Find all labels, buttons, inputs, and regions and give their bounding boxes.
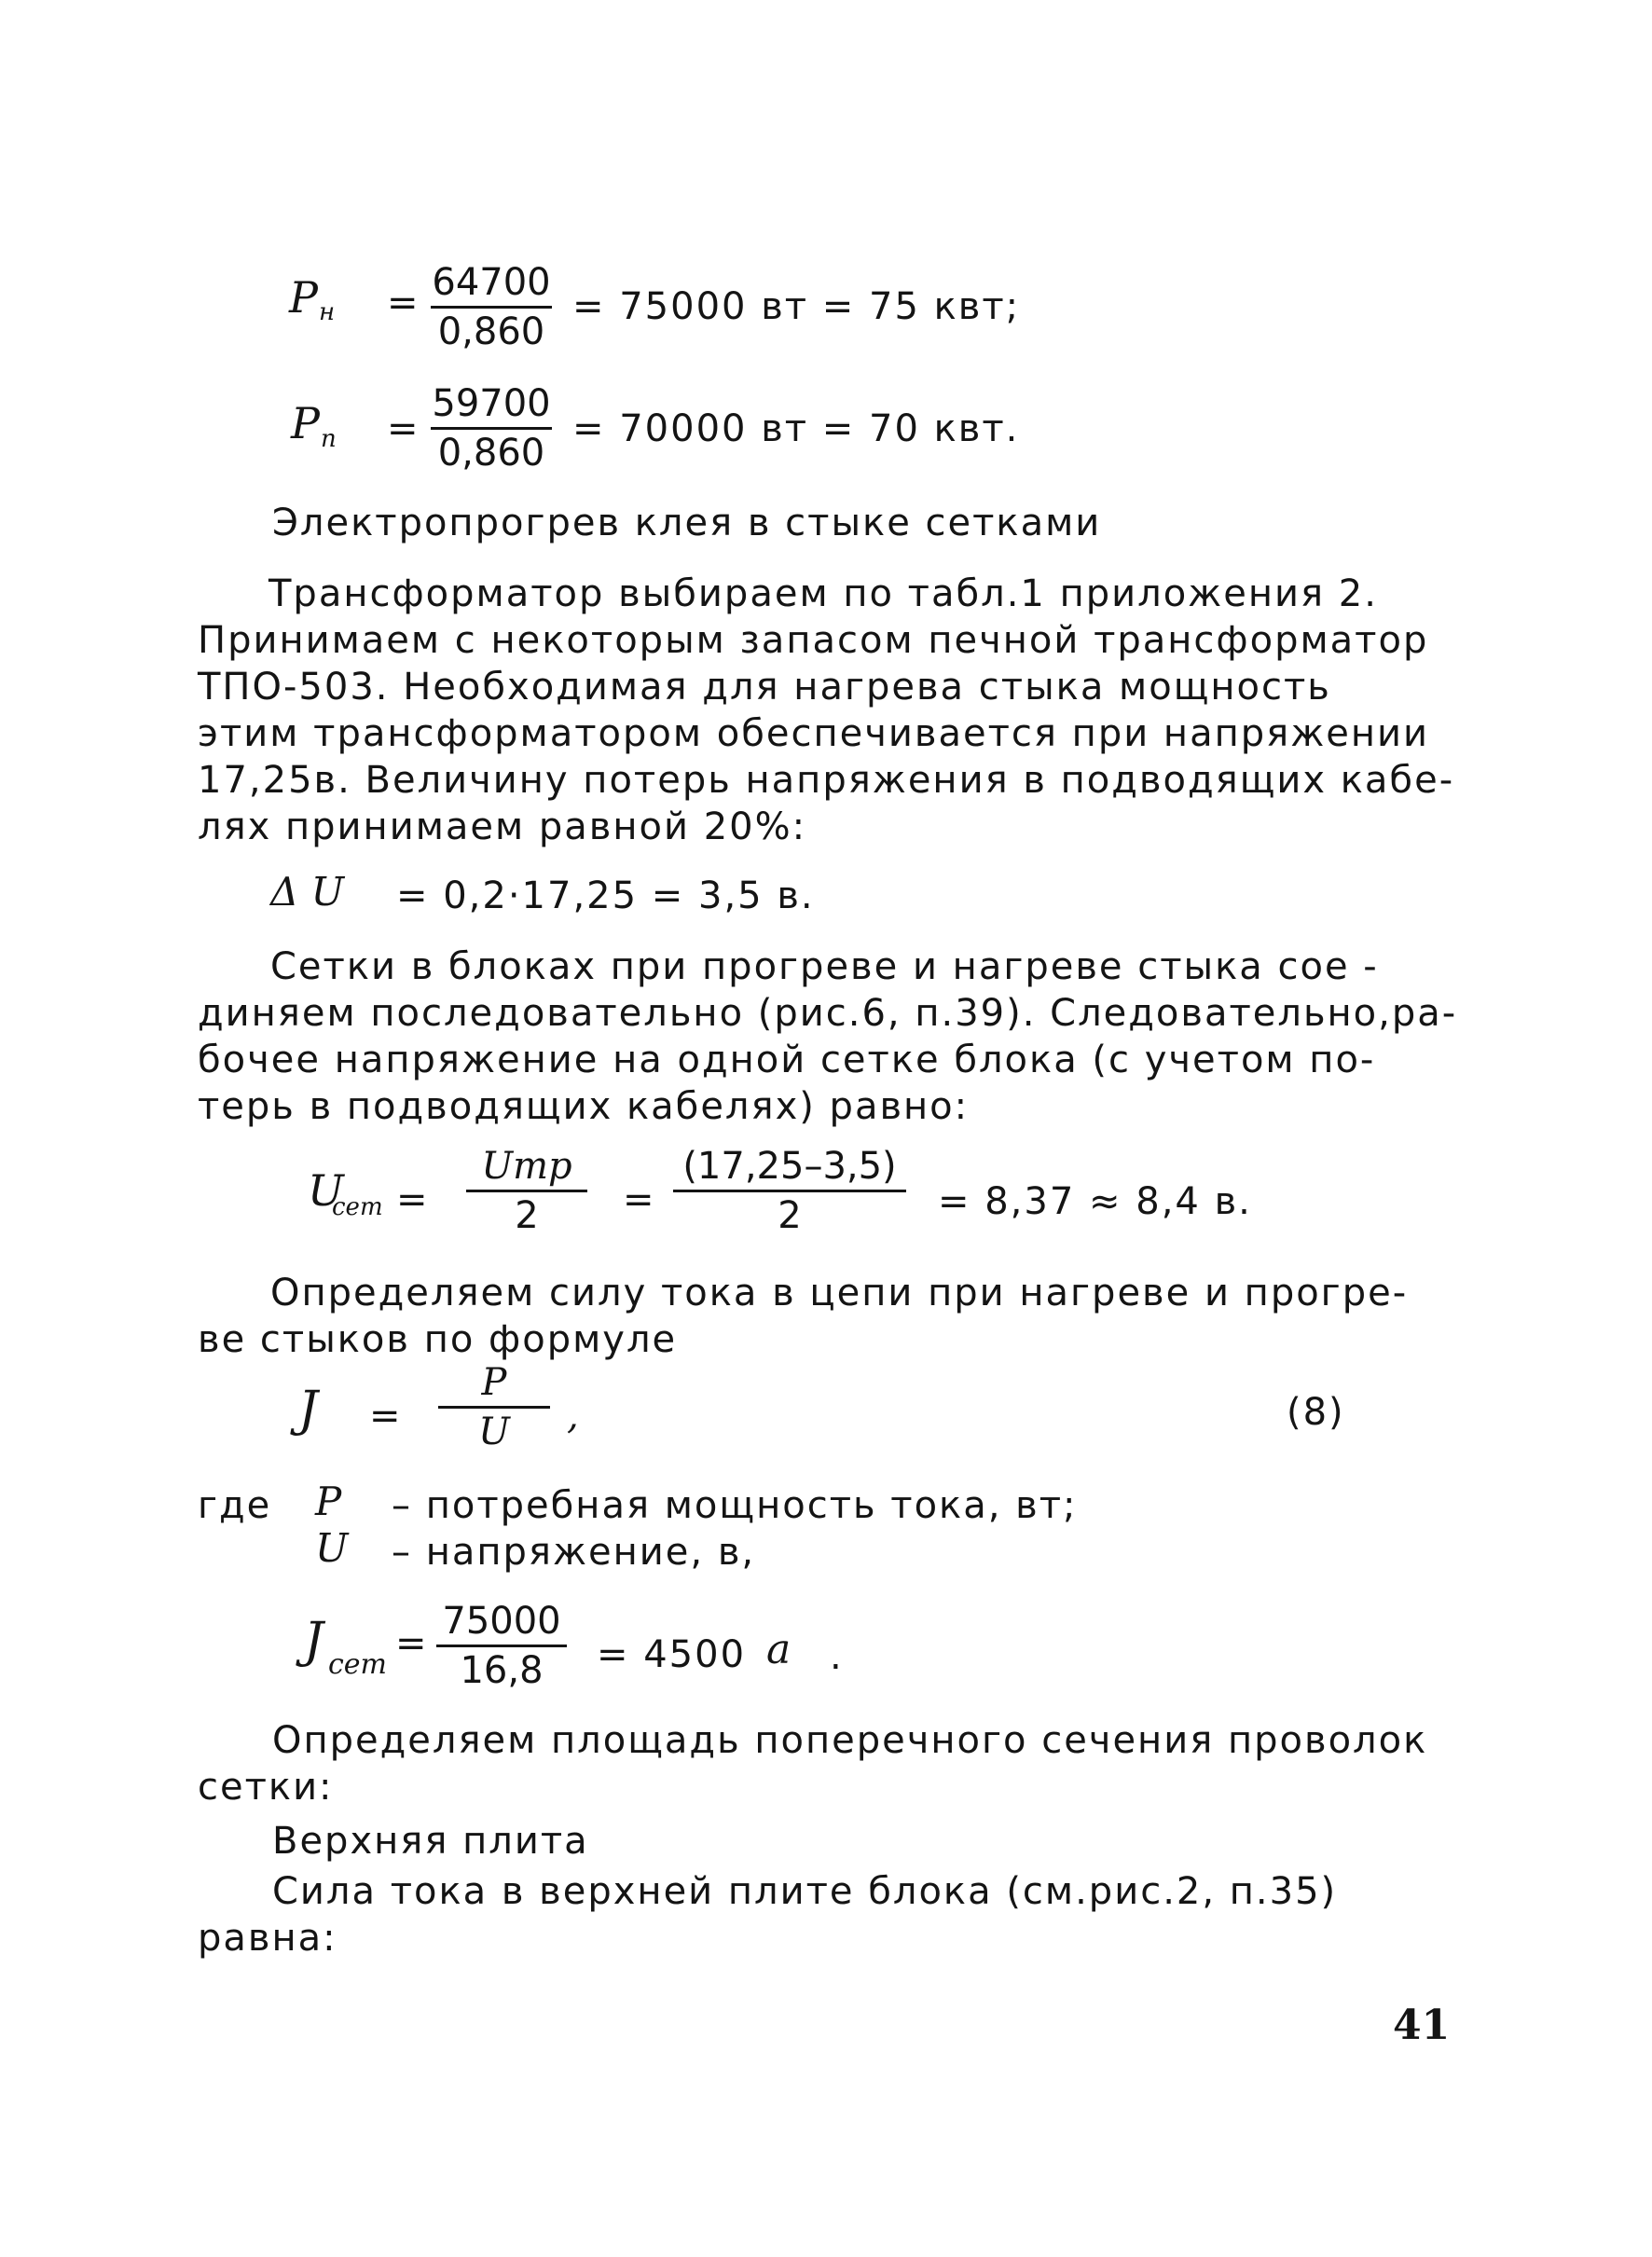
paragraph-line: Определяем силу тока в цепи при нагреве и прогре-: [270, 1272, 1409, 1314]
equals: =: [395, 1622, 429, 1665]
denominator: 16,8: [460, 1649, 544, 1692]
fraction: [431, 261, 552, 353]
paragraph-line: Определяем площадь поперечного сечения проволок: [272, 1719, 1428, 1762]
numerator: 59700: [432, 382, 551, 425]
subscript: сет: [332, 1193, 383, 1221]
equation-number: (8): [1287, 1391, 1345, 1434]
paragraph-line: Сетки в блоках при прогреве и нагреве стыка сое -: [270, 945, 1379, 988]
page-number: 41: [1393, 2002, 1451, 2049]
subscript: п: [321, 425, 337, 453]
numerator: P: [481, 1361, 507, 1404]
result: = 75000 вт = 75 квт;: [572, 285, 1021, 328]
where-label: где: [198, 1484, 272, 1527]
symbol-u: U: [308, 1165, 344, 1216]
fraction: [431, 382, 552, 475]
symbol-j: J: [304, 1613, 324, 1669]
paragraph-line: ТПО-503. Необходимая для нагрева стыка мощность: [198, 666, 1331, 709]
where-u-text: – напряжение, в,: [392, 1531, 756, 1574]
numerator: (17,25–3,5): [682, 1145, 897, 1188]
equals: =: [369, 1395, 403, 1438]
where-p-symbol: P: [315, 1479, 342, 1524]
denominator: U: [478, 1411, 510, 1453]
denominator: 0,860: [437, 432, 545, 475]
subscript: сет: [328, 1648, 388, 1681]
equals: =: [387, 407, 420, 450]
denominator: 2: [515, 1194, 539, 1237]
equals: =: [623, 1178, 656, 1221]
equals: =: [396, 1178, 430, 1221]
paragraph-line: равна:: [198, 1917, 337, 1960]
paragraph-line: сетки:: [198, 1766, 334, 1809]
numerator: 75000: [442, 1600, 561, 1643]
unit-ampere: a: [766, 1626, 792, 1673]
result: = 70000 вт = 70 квт.: [572, 407, 1020, 450]
result: = 8,37 ≈ 8,4 в.: [938, 1180, 1252, 1223]
symbol-p: P: [291, 398, 320, 448]
fraction-bar: [436, 1645, 567, 1647]
fraction-bar: [673, 1190, 906, 1192]
paragraph-line: 17,25в. Величину потерь напряжения в подводящих кабе-: [198, 759, 1455, 802]
paragraph-line: терь в подводящих кабелях) равно:: [198, 1085, 970, 1128]
result: = 0,2·17,25 = 3,5 в.: [396, 874, 815, 917]
symbol-p: P: [289, 272, 318, 323]
fraction: [438, 1361, 550, 1453]
numerator: Uтр: [481, 1145, 572, 1188]
result: = 4500: [597, 1633, 747, 1676]
heading-electroheating: Электропрогрев клея в стыке сетками: [272, 502, 1102, 544]
fraction-bar: [466, 1190, 587, 1192]
fraction-bar: [431, 306, 552, 309]
paragraph-line: Сила тока в верхней плите блока (см.рис.2, п.35): [272, 1870, 1338, 1913]
paragraph-line: бочее напряжение на одной сетке блока (с учетом по-: [198, 1039, 1376, 1081]
paragraph-line: Трансформатор выбираем по табл.1 приложения 2.: [268, 572, 1378, 615]
denominator: 2: [778, 1194, 802, 1237]
symbol-delta-u: Δ U: [270, 869, 345, 915]
subscript: н: [319, 298, 336, 326]
numerator: 64700: [432, 261, 551, 304]
period: .: [830, 1635, 844, 1678]
paragraph-line: этим трансформатором обеспечивается при напряжении: [198, 712, 1429, 755]
paragraph-line: лях принимаем равной 20%:: [198, 805, 807, 848]
where-p-text: – потребная мощность тока, вт;: [392, 1484, 1078, 1527]
paragraph-line: ве стыков по формуле: [198, 1318, 678, 1361]
fraction-bar: [431, 427, 552, 430]
where-u-symbol: U: [315, 1525, 349, 1571]
fraction: [673, 1145, 906, 1237]
symbol-j: J: [298, 1382, 318, 1438]
fraction: [436, 1600, 567, 1692]
denominator: 0,860: [437, 310, 545, 353]
equals: =: [387, 282, 420, 324]
subheading-upper-slab: Верхняя плита: [272, 1820, 589, 1863]
paragraph-line: диняем последовательно (рис.6, п.39). Следовательно,ра-: [198, 992, 1458, 1035]
paragraph-line: Принимаем с некоторым запасом печной трансформатор: [198, 619, 1429, 662]
fraction: [466, 1145, 587, 1237]
comma: ,: [567, 1395, 581, 1438]
fraction-bar: [438, 1406, 550, 1409]
